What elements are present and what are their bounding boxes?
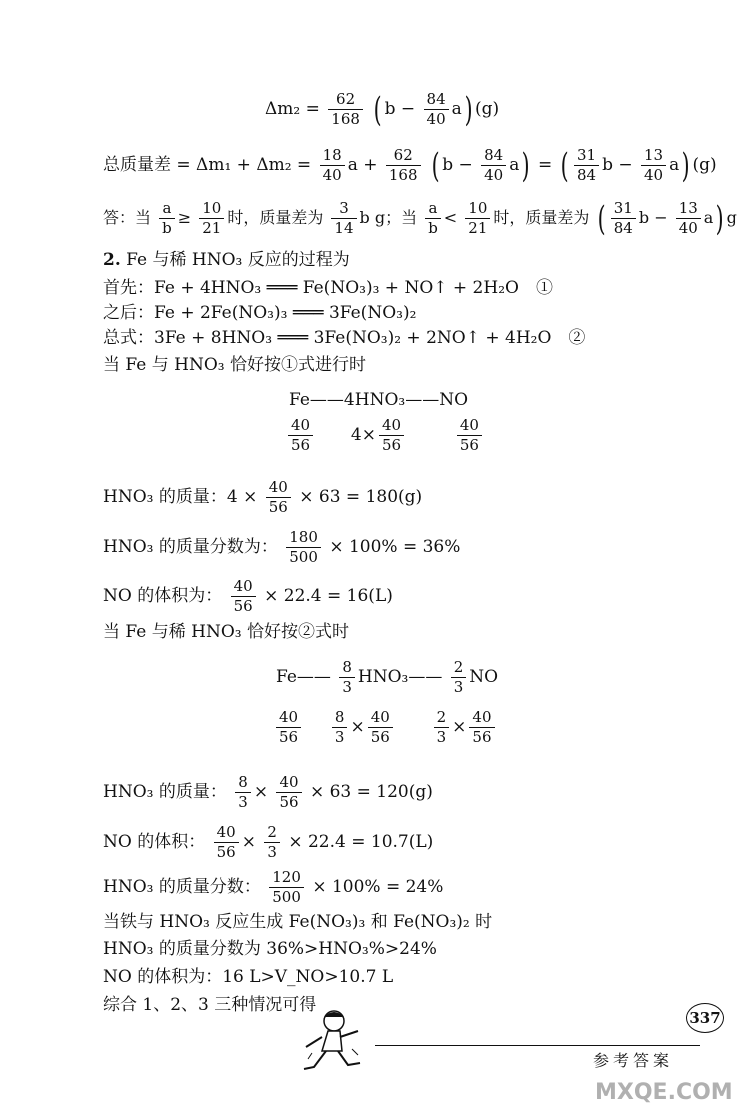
watermark: MXQE.COM [595,1080,733,1105]
mixed-case-line-1: 当铁与 HNO₃ 反应生成 Fe(NO₃)₃ 和 Fe(NO₃)₂ 时 [103,912,493,932]
footer-rule [375,1045,700,1046]
page-number: 337 [686,1003,724,1033]
answer-line: 答：当 $\frac{a}{b}$ ≥ $\frac{10}{21}$ 时，质量差为 $\frac{3}{14}$ b g；当 $\frac{a}{b}$ < $\frac{10}{21}$ 时，质量差为 ( $\frac{31}{84}$ b − $\frac{13}{40}$ a) g [103,198,737,239]
section-2-heading: 2. Fe 与稀 HNO₃ 反应的过程为 [103,250,350,270]
ratio-2-values: $\frac{40}{56}$ $\frac{8}{3}$ × $\frac{40}{56}$ $\frac{2}{3}$ × $\frac{40}{56}$ [273,710,498,745]
running-boy-illustration-icon [292,1007,382,1082]
fraction: $\frac{62}{168}$ [328,92,363,127]
case-1-intro: 当 Fe 与 HNO₃ 恰好按①式进行时 [103,355,366,375]
ratio-1-header: Fe——4HNO₃——NO [289,390,469,410]
fraction: $\frac{84}{40}$ [424,92,449,127]
dm2-label: Δm₂ = [265,99,320,119]
dm2-equation: Δm₂ = $\frac{62}{168}$ ( b − $\frac{84}{40}$ a) (g) [265,89,500,130]
case-2-intro: 当 Fe 与稀 HNO₃ 恰好按②式时 [103,622,349,642]
mixed-case-line-4: 综合 1、2、3 三种情况可得 [103,995,317,1015]
case-2-hno3-fraction: HNO₃ 的质量分数： $\frac{120}{500}$ × 100% = 24% [103,868,444,906]
case-2-hno3-mass: HNO₃ 的质量： $\frac{8}{3}$ × $\frac{40}{56}$ × 63 = 120(g) [103,773,433,811]
equation-1: 首先：Fe + 4HNO₃ ═══ Fe(NO₃)₃ + NO↑ + 2H₂O ① [103,278,553,298]
case-1-no-volume: NO 的体积为： $\frac{40}{56}$ × 22.4 = 16(L) [103,577,393,615]
mixed-case-line-3: NO 的体积为：16 L>V_NO>10.7 L [103,967,394,987]
case-1-hno3-fraction: HNO₃ 的质量分数为： $\frac{180}{500}$ × 100% = 36% [103,528,461,566]
equation-2: 之后：Fe + 2Fe(NO₃)₃ ═══ 3Fe(NO₃)₂ [103,303,417,323]
ratio-2-header: Fe—— $\frac{8}{3}$ HNO₃—— $\frac{2}{3}$ NO [276,658,499,696]
equation-3: 总式：3Fe + 8HNO₃ ═══ 3Fe(NO₃)₂ + 2NO↑ + 4H₂O ② [103,328,586,348]
ratio-1-values: $\frac{40}{56}$ 4× $\frac{40}{56}$ $\frac{40}{56}$ [285,418,485,453]
case-1-hno3-mass: HNO₃ 的质量：4 × $\frac{40}{56}$ × 63 = 180(g) [103,478,423,516]
footer-label: 参考答案 [593,1051,674,1070]
case-2-no-volume: NO 的体积： $\frac{40}{56}$ × $\frac{2}{3}$ × 22.4 = 10.7(L) [103,823,434,861]
mixed-case-line-2: HNO₃ 的质量分数为 36%>HNO₃%>24% [103,939,437,959]
total-mass-diff-equation: 总质量差 = Δm₁ + Δm₂ = $\frac{18}{40}$ a + $\frac{62}{168}$ ( b − $\frac{84}{40}$ a) = ( $\frac{31}{84}$ b − $\frac{13}{40}$ a) (g) [103,145,717,186]
